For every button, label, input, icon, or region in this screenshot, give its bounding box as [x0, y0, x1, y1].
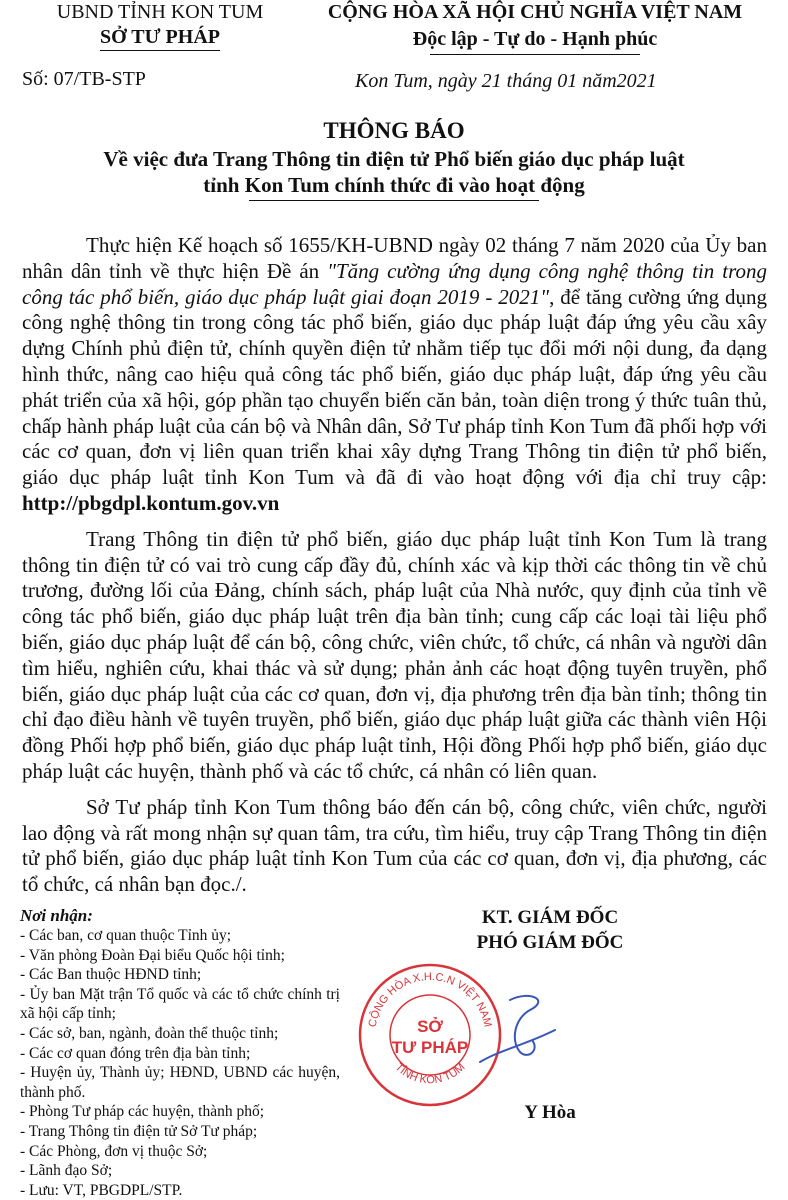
paragraph-2: Trang Thông tin điện tử phổ biến, giáo dục pháp luật tỉnh Kon Tum là trang thông tin điện tử có vai trò cung cấp đầy đủ, chính xác và kịp thời các thông tin về chủ trương, đường lối của Đảng, chính sách, pháp luật của Nhà nước, quy định của tỉnh về công tác phổ biến, giáo dục pháp luật trên địa bàn tỉnh; cung cấp các loại tài liệu phổ biến, giáo dục pháp luật để cán bộ, công chức, viên chức, tổ chức, cá nhân và người dân tìm hiểu, nghiên cứu, khai thác và sử dụng; phản ảnh các hoạt động tuyên truyền, phổ biến, giáo dục pháp luật của các cơ quan, đơn vị, địa phương trên địa bàn tỉnh; thông tin chỉ đạo điều hành về tuyên truyền, phổ biến, giáo dục pháp luật giữa các thành viên Hội đồng Phối hợp phổ biến, giáo dục pháp luật tỉnh, Hội đồng Phối hợp phổ biến, giáo dục pháp luật các huyện, thành phố và các tổ chức, cá nhân có liên quan.: [22, 526, 767, 783]
recipient-item: - Các Phòng, đơn vị thuộc Sở;: [20, 1142, 208, 1160]
recipient-item: - Văn phòng Đoàn Đại biểu Quốc hội tỉnh;: [20, 946, 285, 964]
national-motto: Độc lập - Tự do - Hạnh phúc: [412, 28, 658, 50]
paragraph-3: Sở Tư pháp tỉnh Kon Tum thông báo đến cán bộ, công chức, viên chức, người lao động và rất mong nhận sự quan tâm, tra cứu, tìm hiểu, truy cập Trang Thông tin điện tử phổ biến, giáo dục pháp luật tỉnh Kon Tum của các cơ quan, đơn vị, địa phương, các tổ chức, cá nhân bạn đọc./.: [22, 794, 767, 897]
subject-line-2: tỉnh Kon Tum chính thức đi vào hoạt động: [203, 173, 585, 197]
recipients-heading: Nơi nhận:: [20, 906, 93, 925]
department-name: SỞ TƯ PHÁP: [99, 26, 220, 48]
subject-underline: [249, 200, 539, 201]
seal-center-line-1: SỞ: [417, 1017, 443, 1036]
p1-text-end: , để tăng cường ứng dụng công nghệ thông tin trong công tác phổ biến, giáo dục pháp luật đáp ứng yêu cầu xây dựng Chính phủ điện tử, chính quyền điện tử nhằm tiếp tục đổi mới nội dung, đa dạng hình thức, nâng cao hiệu quả công tác phổ biến, giáo dục pháp luật, đáp ứng yêu cầu phát triển của xã hội, góp phần tạo chuyển biến căn bản, toàn diện trong ý thức tuân thủ, chấp hành pháp luật của cán bộ và Nhân dân, Sở Tư pháp tỉnh Kon Tum đã phối hợp với các cơ quan, đơn vị liên quan triển khai xây dựng Trang Thông tin điện tử phổ biến, giáo dục pháp luật tỉnh Kon Tum và đã đi vào hoạt động với địa chỉ truy cập:: [22, 284, 768, 490]
handwritten-signature: [470, 990, 560, 1070]
recipient-item: - Phòng Tư pháp các huyện, thành phố;: [20, 1103, 265, 1121]
p1-text-start: Thực hiện Kế hoạch số 1655/KH-UBND ngày 02 tháng 7 năm 2020 của Ủy ban nhân dân tỉnh về thực hiện Đề án: [22, 233, 767, 283]
recipient-item: - Các cơ quan đóng trên địa bàn tỉnh;: [20, 1044, 251, 1062]
seal-bottom-text: TỈNH KON TUM: [392, 1061, 468, 1087]
document-type: THÔNG BÁO: [323, 118, 465, 143]
subject-line-1: Về việc đưa Trang Thông tin điện tử Phổ biến giáo dục pháp luật: [103, 147, 685, 171]
national-header: [290, 0, 780, 55]
signer-name: Y Hòa: [524, 1102, 576, 1123]
paragraph-1: [22, 233, 767, 517]
seal-ring-text: CỘNG HÒA X.H.C.N VIỆT NAM: [366, 970, 494, 1029]
agency-name: UBND TỈNH KON TUM: [56, 1, 264, 23]
seal-center-line-2: TƯ PHÁP: [391, 1038, 469, 1057]
recipient-item: - Các ban, cơ quan thuộc Tỉnh ủy;: [20, 927, 232, 944]
recipient-item: - Các Ban thuộc HĐND tỉnh;: [20, 966, 202, 984]
document-number: Số: 07/TB-STP: [22, 68, 146, 90]
signature-stroke: [480, 996, 555, 1062]
recipient-item: - Lưu: VT, PBGDPL/STP.: [20, 1181, 183, 1199]
signer-authority: KT. GIÁM ĐỐC: [481, 907, 619, 928]
recipient-item: - Các sở, ban, ngành, đoàn thể thuộc tỉnh;: [20, 1024, 279, 1042]
document-body: [22, 233, 767, 908]
p1-project-name: "Tăng cường ứng dụng công nghệ thông tin trong công tác phổ biến, giáo dục pháp luật giai đoạn 2019 - 2021": [22, 258, 767, 309]
motto-underline: [430, 54, 640, 55]
website-url: http://pbgdpl.kontum.gov.vn: [22, 490, 280, 515]
signer-title: PHÓ GIÁM ĐỐC: [476, 932, 624, 953]
recipient-item: - Trang Thông tin điện tử Sở Tư pháp;: [20, 1122, 258, 1140]
nation-name: CỘNG HÒA XÃ HỘI CHỦ NGHĨA VIỆT NAM: [327, 1, 743, 23]
title-block: [0, 116, 788, 201]
recipients-block: [20, 906, 340, 1200]
recipient-item: - Huyện ủy, Thành ủy; HĐND, UBND các huyện, thành phố.: [20, 1064, 340, 1101]
recipient-item: - Ủy ban Mặt trận Tổ quốc và các tổ chức chính trị xã hội cấp tỉnh;: [20, 985, 340, 1023]
issuer-block: [20, 0, 300, 51]
issuer-underline: [100, 50, 220, 51]
recipient-item: - Lãnh đạo Sở;: [20, 1162, 113, 1180]
date-line: Kon Tum, ngày 21 tháng 01 năm2021: [355, 70, 657, 92]
